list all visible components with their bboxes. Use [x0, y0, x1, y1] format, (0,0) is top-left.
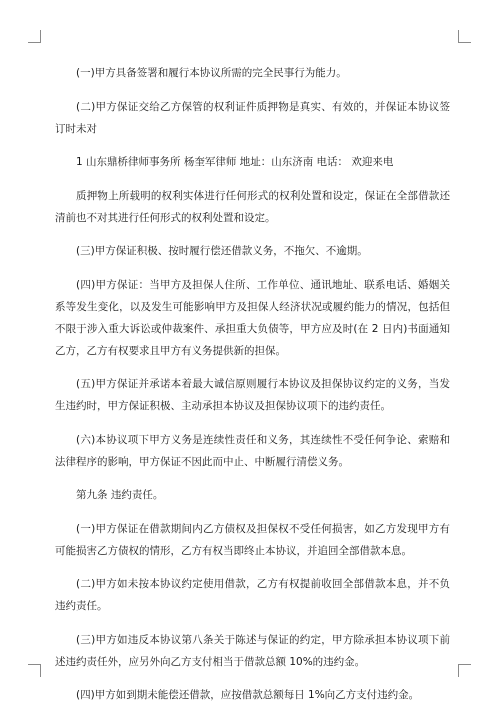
paragraph-breach-four: (四)甲方如到期未能偿还借款，应按借款总额每日 1%向乙方支付违约金。 — [76, 689, 420, 701]
paragraph-continuity: (六)本协议项下甲方义务是连续性责任和义务，其连续性不受任何争论、索赔和法律程序的影响，甲方保证不因此而中止、中断履行清偿义务。 — [55, 433, 450, 468]
document-body — [55, 62, 450, 718]
paragraph-capacity: (一)甲方具备签署和履行本协议所需的完全民事行为能力。 — [76, 67, 347, 79]
crop-mark-bottom-left — [28, 664, 41, 677]
paragraph-repayment: (三)甲方保证积极、按时履行偿还借款义务，不拖欠、不逾期。 — [76, 245, 368, 257]
crop-mark-top-right — [458, 30, 471, 43]
paragraph-breach-three: (三)甲方如违反本协议第八条关于陈述与保证的约定，甲方除承担本协议项下前述违约责任外，应另外向乙方支付相当于借款总额 10%的违约金。 — [55, 633, 450, 668]
crop-mark-top-left — [28, 30, 41, 43]
paragraph-law-firm-footer: 1 山东鼎桥律师事务所 杨奎军律师 地址：山东济南 电话： 欢迎来电 — [76, 156, 394, 168]
paragraph-good-faith: (五)甲方保证并承诺本着最大诚信原则履行本协议及担保协议约定的义务，当发生违约时，甲方保证积极、主动承担本协议及担保协议项下的违约责任。 — [55, 378, 450, 412]
paragraph-breach-two: (二)甲方如未按本协议约定使用借款，乙方有权提前收回全部借款本息，并不负违约责任。 — [55, 578, 450, 612]
article-nine-heading: 第九条 违约责任。 — [76, 489, 164, 501]
paragraph-breach-one: (一)甲方保证在借款期间内乙方债权及担保权不受任何损害，如乙方发现甲方有可能损害乙方债权的情形，乙方有权当即终止本协议，并追回全部借款本息。 — [55, 522, 450, 557]
crop-mark-bottom-right — [458, 664, 471, 677]
paragraph-pledge-continued: 质押物上所载明的权利实体进行任何形式的权利处置和设定，保证在全部借款还清前也不对其进行任何形式的权利处置和设定。 — [55, 189, 450, 224]
paragraph-pledge-guarantee: (二)甲方保证交给乙方保管的权利证件质押物是真实、有效的，并保证本协议签订时未对 — [55, 100, 450, 135]
paragraph-notification: (四)甲方保证：当甲方及担保人住所、工作单位、通讯地址、联系电话、婚姻关系等发生变化，以及发生可能影响甲方及担保人经济状况或履约能力的情况，包括但不限于涉入重大诉讼或仲裁案件、承担重大负债等，甲方应及时(在 2 日内)书面通知乙方，乙方有权要求且甲方有义务提供新的担保。 — [55, 278, 450, 357]
